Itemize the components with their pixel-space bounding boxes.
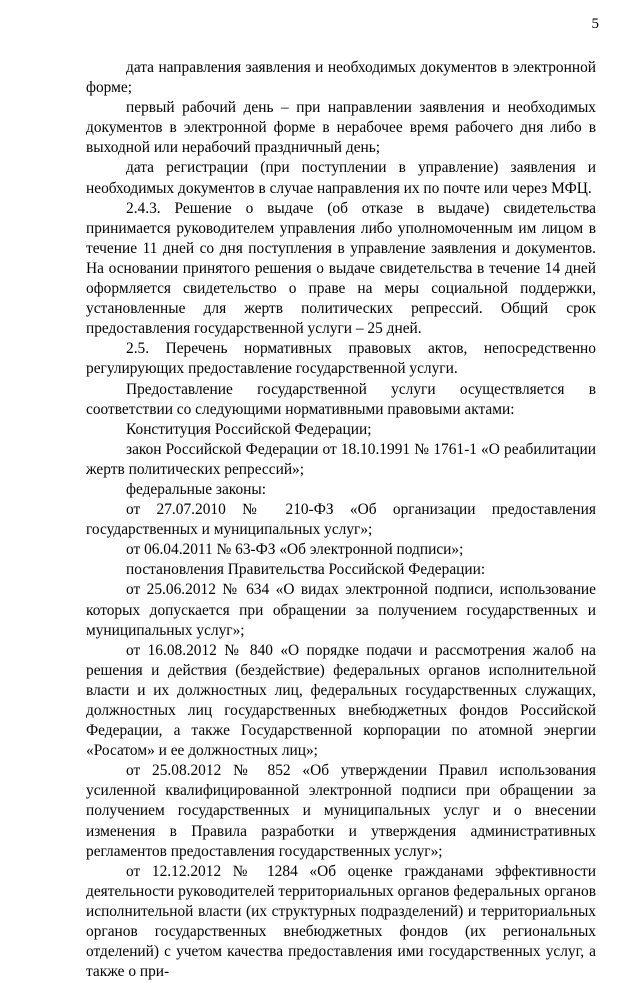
paragraph: дата направления заявления и необходимых документов в электронной форме;: [86, 59, 596, 97]
paragraph: постановления Правительства Российской Федерации:: [126, 561, 486, 579]
paragraph: от 12.12.2012 № 1284 «Об оценке гражданами эффективности деятельности руководителей территориальных органов федеральных органов исполнительной власти (их структурных подразделений) и территориальных органов государственных внебюджетных фондов (их региональных отделений) с учетом качества предоставления ими государственных услуг, а также о при-: [86, 862, 596, 981]
paragraph: закон Российской Федерации от 18.10.1991 № 1761-1 «О реабилитации жертв политических репрессий»;: [86, 440, 596, 478]
paragraph: 2.4.3. Решение о выдаче (об отказе в выдаче) свидетельства принимается руководителем управления либо уполномоченным им лицом в течение 11 дней со дня поступления в управление заявления и документов. На основании принятого решения о выдаче свидетельства в течение 14 дней оформляется свидетельство о праве на меры социальной поддержки, установленные для жертв политических репрессий. Общий срок предоставления государственной услуги – 25 дней.: [86, 199, 596, 338]
body-text: [86, 58, 596, 982]
paragraph: первый рабочий день – при направлении заявления и необходимых документов в электронной форме в нерабочее время рабочего дня либо в выходной или нерабочий праздничный день;: [86, 99, 596, 157]
paragraph: от 27.07.2010 № 210-ФЗ «Об организации предоставления государственных и муниципальных услуг»;: [86, 501, 596, 539]
paragraph: от 06.04.2011 № 63-ФЗ «Об электронной подписи»;: [126, 541, 464, 559]
paragraph: от 25.08.2012 № 852 «Об утверждении Правил использования усиленной квалифицированной электронной подписи при обращении за получением государственных и муниципальных услуг и о внесении изменения в Правила разработки и утверждения административных регламентов предоставления государственных услуг»;: [86, 762, 596, 860]
paragraph: 2.5. Перечень нормативных правовых актов, непосредственно регулирующих предоставление государственной услуги.: [86, 340, 596, 378]
paragraph: федеральные законы:: [126, 480, 267, 498]
paragraph: от 25.06.2012 № 634 «О видах электронной подписи, использование которых допускается при обращении за получением государственных и муниципальных услуг»;: [86, 581, 596, 639]
paragraph: Предоставление государственной услуги осуществляется в соответствии со следующими нормативными правовыми актами:: [86, 380, 596, 418]
paragraph: дата регистрации (при поступлении в управление) заявления и необходимых документов в случае направления их по почте или через МФЦ.: [86, 159, 596, 197]
paragraph: Конституция Российской Федерации;: [126, 420, 372, 438]
page-number: 5: [591, 16, 599, 32]
paragraph: от 16.08.2012 № 840 «О порядке подачи и рассмотрения жалоб на решения и действия (бездействие) федеральных органов исполнительной власти и их должностных лиц, федеральных государственных служащих, должностных лиц государственных внебюджетных фондов Российской Федерации, а также Государственной корпорации по атомной энергии «Росатом» и ее должностных лиц»;: [86, 641, 596, 760]
